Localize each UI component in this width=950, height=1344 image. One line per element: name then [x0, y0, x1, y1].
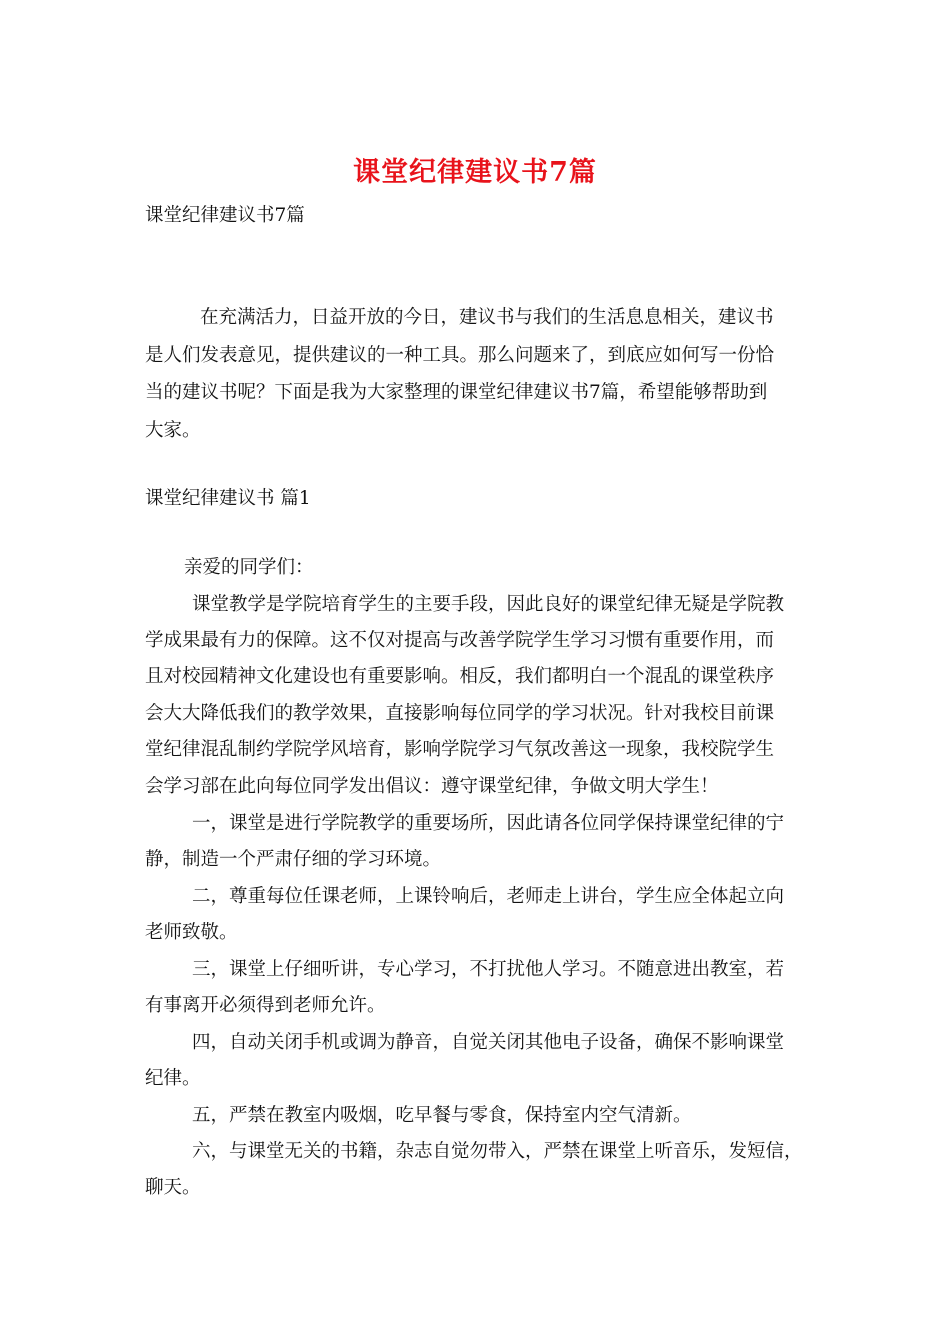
list-item-line: 三，课堂上仔细听讲，专心学习，不打扰他人学习。不随意进出教室，若 — [192, 959, 785, 980]
list-item-line: 纪律。 — [145, 1068, 201, 1089]
paragraph-line: 会大大降低我们的教学效果，直接影响每位同学的学习状况。针对我校目前课 — [145, 703, 775, 724]
intro-line: 是人们发表意见，提供建议的一种工具。那么问题来了，到底应如何写一份恰 — [145, 345, 775, 366]
section-heading: 课堂纪律建议书 篇1 — [145, 488, 311, 509]
list-item-line: 二，尊重每位任课老师，上课铃响后，老师走上讲台，学生应全体起立向 — [192, 886, 785, 907]
list-item-line: 聊天。 — [145, 1177, 201, 1198]
list-item-line: 有事离开必须得到老师允许。 — [145, 995, 386, 1016]
paragraph-line: 课堂教学是学院培育学生的主要手段，因此良好的课堂纪律无疑是学院教 — [192, 594, 785, 615]
paragraph-line: 学成果最有力的保障。这不仅对提高与改善学院学生学习习惯有重要作用，而 — [145, 630, 775, 651]
list-item-line: 六，与课堂无关的书籍，杂志自觉勿带入，严禁在课堂上听音乐，发短信， — [192, 1141, 803, 1162]
paragraph-line: 会学习部在此向每位同学发出倡议：遵守课堂纪律，争做文明大学生！ — [145, 776, 719, 797]
intro-line: 在充满活力，日益开放的今日，建议书与我们的生活息息相关，建议书 — [200, 307, 774, 328]
list-item-line: 一，课堂是进行学院教学的重要场所，因此请各位同学保持课堂纪律的宁 — [192, 813, 785, 834]
document-subtitle: 课堂纪律建议书7篇 — [145, 205, 305, 226]
intro-line: 当的建议书呢？下面是我为大家整理的课堂纪律建议书7篇，希望能够帮助到 — [145, 382, 768, 403]
intro-line: 大家。 — [145, 420, 201, 441]
paragraph-line: 且对校园精神文化建设也有重要影响。相反，我们都明白一个混乱的课堂秩序 — [145, 666, 775, 687]
list-item-line: 五，严禁在教室内吸烟，吃早餐与零食，保持室内空气清新。 — [192, 1105, 692, 1126]
list-item-line: 老师致敬。 — [145, 922, 238, 943]
list-item-line: 静，制造一个严肃仔细的学习环境。 — [145, 849, 442, 870]
salutation: 亲爱的同学们： — [184, 557, 314, 578]
paragraph-line: 堂纪律混乱制约学院学风培育，影响学院学习气氛改善这一现象，我校院学生 — [145, 739, 775, 760]
list-item-line: 四，自动关闭手机或调为静音，自觉关闭其他电子设备，确保不影响课堂 — [192, 1032, 785, 1053]
document-title: 课堂纪律建议书7篇 — [353, 157, 597, 188]
